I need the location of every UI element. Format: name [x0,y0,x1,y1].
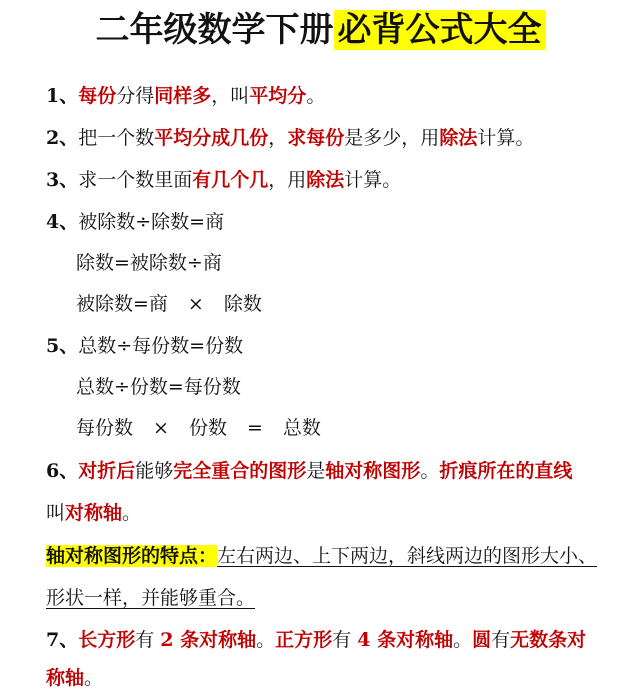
keyword: 条对称轴 [370,629,454,651]
text: 有 [491,629,511,651]
text: 有 [332,629,358,651]
rule-4-line-1 [46,208,224,236]
keyword: 对称轴 [65,502,123,524]
rule-5-line-2 [76,373,241,401]
keyword: 称轴 [46,667,85,689]
text: 。 [420,460,440,482]
text: 叫 [46,502,66,524]
feature-text: 左右两边、上下两边，斜线两边的图形大小、 [217,545,598,567]
text: 。 [84,667,104,689]
rule-6-line-1 [46,457,572,485]
keyword: 除法 [439,127,478,149]
rule-5-line-3 [76,414,321,442]
formula: 除数 [223,293,262,315]
formula: 被除数=商 [76,293,168,315]
keyword: 有几个几 [192,169,269,191]
rule-1 [46,82,325,110]
feature-line-2 [46,584,255,612]
title-plain: 二年级数学下册 [95,10,334,50]
keyword: 每份 [78,85,117,107]
text: 是多少，用 [344,127,440,149]
keyword: 完全重合的图形 [173,460,307,482]
rule-number: 1、 [46,85,79,107]
formula: 被除数÷除数=商 [78,211,225,233]
rule-5-line-1 [46,332,243,360]
keyword: 条对称轴 [173,629,257,651]
formula: 份数 [188,417,227,439]
keyword: 4 [357,629,371,651]
rule-2 [46,124,534,152]
rule-6-line-2 [46,499,141,527]
page-title [0,6,641,54]
multiply-sign: × [153,417,169,439]
text: 计算。 [477,127,535,149]
rule-number: 5、 [46,335,79,357]
keyword: 长方形 [78,629,136,651]
keyword: 折痕所在的直线 [439,460,573,482]
keyword: 平均分 [249,85,307,107]
formula: 每份数 [76,417,134,439]
keyword: 对折后 [78,460,136,482]
text: ， [268,127,288,149]
keyword: 除法 [306,169,345,191]
keyword: 求每份 [287,127,345,149]
title-highlight: 必背公式大全 [334,10,546,50]
formula: 总数÷份数=每份数 [76,376,241,398]
text: 求一个数里面 [78,169,193,191]
text: 是 [306,460,326,482]
rule-number: 6、 [46,460,79,482]
keyword: 无数条对 [510,629,587,651]
formula: 除数=被除数÷商 [76,252,222,274]
feature-line-1 [46,542,597,570]
text: 。 [453,629,473,651]
rule-3 [46,166,401,194]
keyword: 正方形 [275,629,333,651]
keyword: 平均分成几份 [154,127,269,149]
keyword: 轴对称图形 [325,460,421,482]
text: ，用 [268,169,307,191]
feature-text: 形状一样，并能够重合。 [46,587,256,609]
equals-sign: = [246,417,263,439]
text: 。 [256,629,276,651]
text: 。 [122,502,142,524]
keyword: 圆 [472,629,492,651]
rule-7-line-2 [46,664,103,692]
text: ，叫 [211,85,250,107]
formula: 总数÷每份数=份数 [78,335,244,357]
text: 计算。 [344,169,402,191]
text: 分得 [116,85,155,107]
formula: 总数 [282,417,321,439]
text: 把一个数 [78,127,155,149]
keyword: 同样多 [154,85,212,107]
rule-4-line-3 [76,290,262,318]
rule-4-line-2 [76,249,222,277]
rule-number: 3、 [46,169,79,191]
text: 有 [135,629,161,651]
rule-7-line-1 [46,626,586,654]
rule-number: 7、 [46,629,79,651]
feature-label: 轴对称图形的特点： [46,545,218,567]
keyword: 2 [160,629,174,651]
rule-number: 2、 [46,127,79,149]
text: 能够 [135,460,174,482]
rule-number: 4、 [46,211,79,233]
multiply-sign: × [187,293,204,315]
text: 。 [306,85,326,107]
